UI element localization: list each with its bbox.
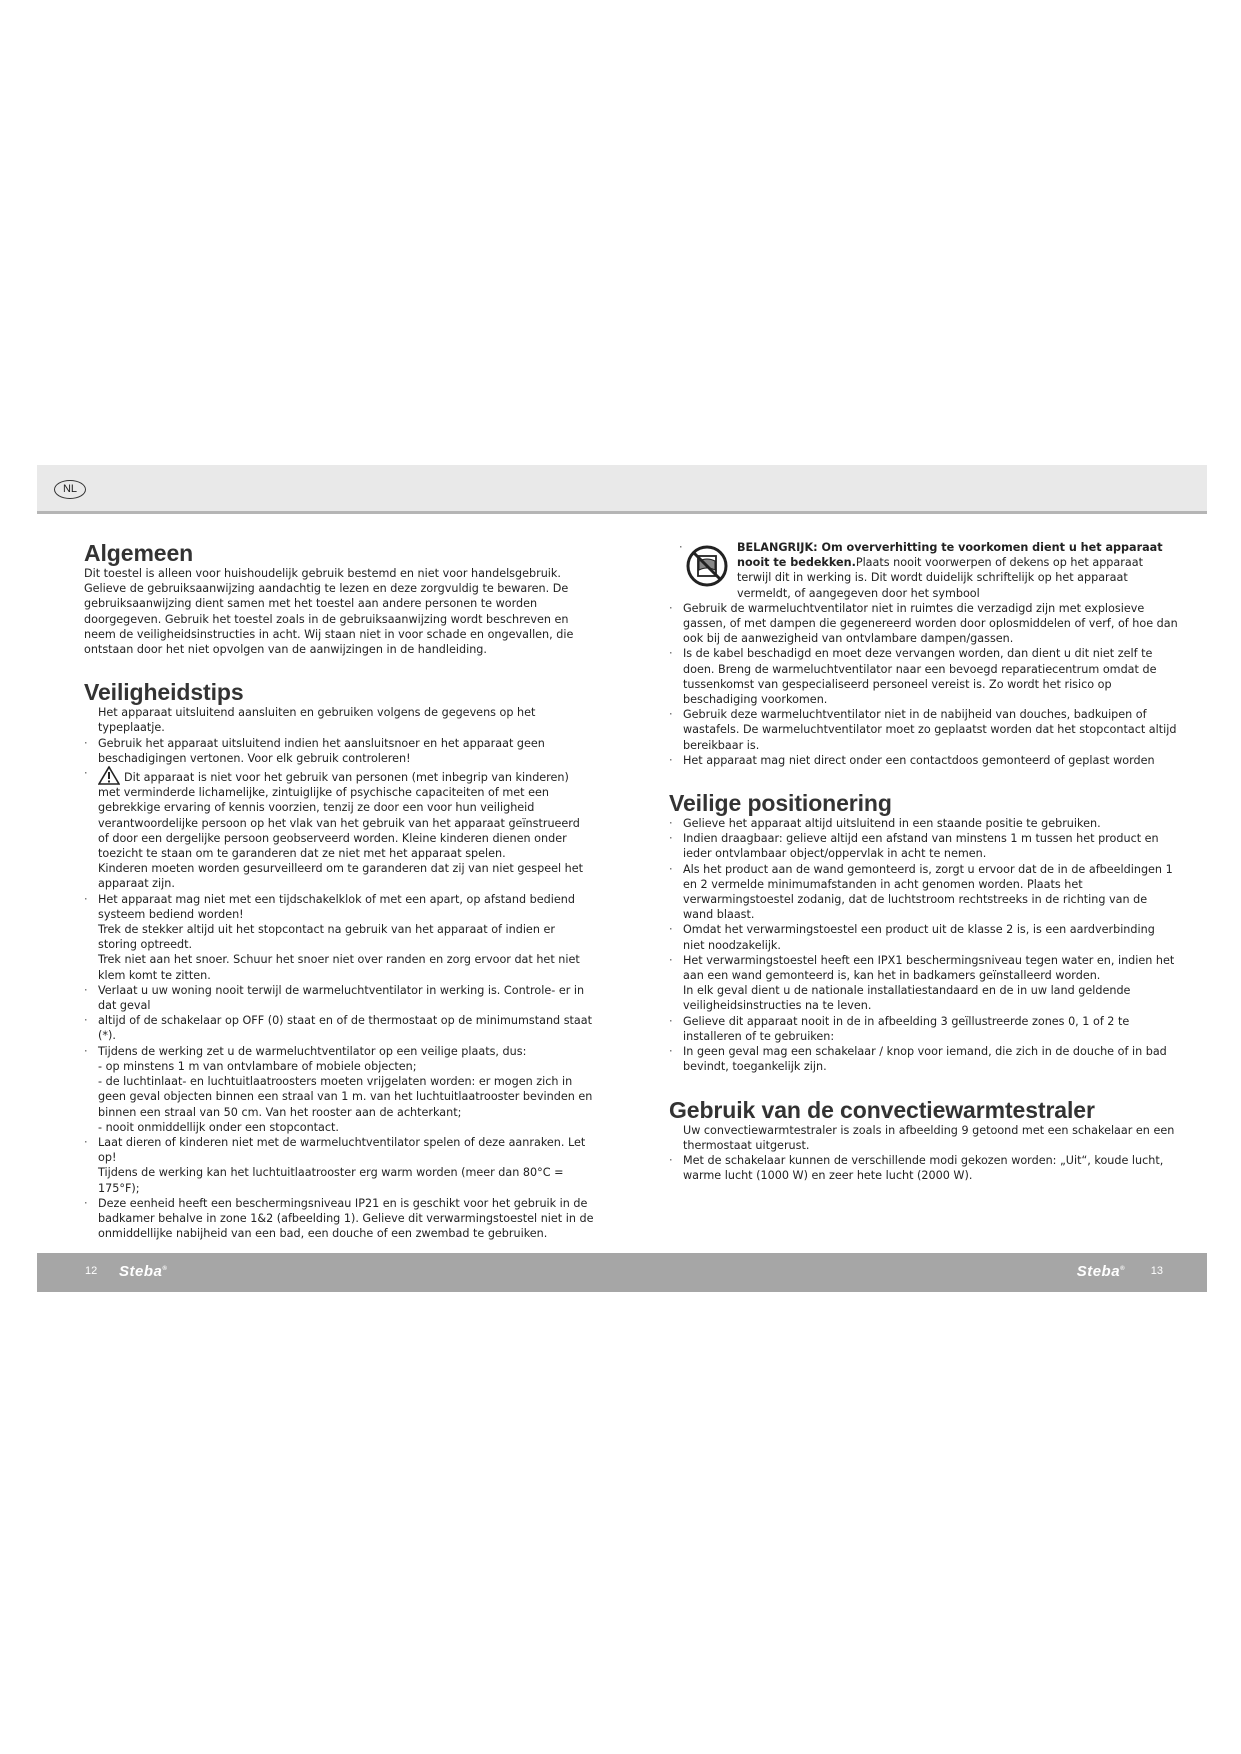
list-item: · Als het product aan de wand gemonteerd is, zorgt u ervoor dat de in de afbeeldingen 1 en 2 vermelde minimumafstanden in acht genomen worden. Plaats het verwarmingstoestel zodanig, dat de luchtstroom rechtstreeks in de richting van de wand blaast. — [669, 862, 1179, 923]
list-item: · In geen geval mag een schakelaar / knop voor iemand, die zich in de douche of in bad bevindt, toegankelijk zijn. — [669, 1044, 1179, 1074]
list-item: Tijdens de werking kan het luchtuitlaatrooster erg warm worden (meer dan 80°C = 175°F); — [98, 1166, 564, 1195]
important-notice — [669, 540, 1179, 601]
list-item: - op minstens 1 m van ontvlambare of mobiele objecten; — [98, 1059, 417, 1073]
list-item: · Met de schakelaar kunnen de verschillende modi gekozen worden: „Uit“, koude lucht, warme lucht (1000 W) en zeer hete lucht (2000 W). — [669, 1153, 1179, 1183]
important-label: BELANGRIJK — [737, 541, 814, 554]
list-item: - de luchtinlaat- en luchtuitlaatroosters moeten vrijgelaten worden: er mogen zich in geen geval objecten binnen een straal van 1 m. van het luchtuitlaatrooster bevinden en binnen een straal van 50 cm. Van het rooster aan de achterkant; — [98, 1075, 593, 1119]
section-title: Algemeen — [84, 540, 194, 566]
list-item: - nooit onmiddellijk onder een stopcontact. — [98, 1120, 339, 1134]
list-item: · Gebruik het apparaat uitsluitend indien het aansluitsnoer en het apparaat geen beschadigingen vertonen. Voor elk gebruik controleren! — [84, 736, 594, 766]
section-title: Gebruik van de convectiewarmtestraler — [669, 1096, 1095, 1123]
steba-logo-right — [1077, 1263, 1125, 1280]
footer-bar — [37, 1253, 1207, 1292]
logo-mark: ® — [1120, 1266, 1125, 1272]
left-column — [84, 540, 594, 1255]
list-item: · Laat dieren of kinderen niet met de warmeluchtventilator spelen of deze aanraken. Let op! — [84, 1135, 594, 1165]
list-item: · Is de kabel beschadigd en moet deze vervangen worden, dan dient u dit niet zelf te doen. Breng de warmeluchtventilator naar een bevoegd reparatiecentrum omdat de tussenkomst van gespecialiseerd personeel vereist is. Zo wordt het risico op beschadiging voorkomen. — [669, 646, 1179, 707]
list-item: · altijd of de schakelaar op OFF (0) staat en of de thermostaat op de minimumstand staat (*). — [84, 1013, 594, 1043]
list-item: Trek niet aan het snoer. Schuur het snoer niet over randen en zorg ervoor dat het niet klem komt te zitten. — [98, 953, 580, 982]
header-bar — [37, 465, 1207, 514]
list-item: · Deze eenheid heeft een beschermingsniveau IP21 en is geschikt voor het gebruik in de badkamer behalve in zone 1&2 (afbeelding 1). Gelieve dit verwarmingstoestel niet in de onmiddellijke nabijheid van een bad, een douche of een zwembad te gebruiken. — [84, 1196, 594, 1242]
list-item: · Gelieve het apparaat altijd uitsluitend in een staande positie te gebruiken. — [669, 816, 1179, 831]
list-item: · Verlaat u uw woning nooit terwijl de warmeluchtventilator in werking is. Controle- er in dat geval — [84, 983, 594, 1013]
list-item — [84, 766, 594, 861]
list-item: Het apparaat uitsluitend aansluiten en gebruiken volgens de gegevens op het typeplaatje. — [98, 706, 536, 735]
list-item: · Het apparaat mag niet met een tijdschakelklok of met een apart, op afstand bediend systeem bediend worden! — [84, 892, 594, 922]
list-item: · Omdat het verwarmingstoestel een product uit de klasse 2 is, is een aardverbinding niet noodzakelijk. — [669, 922, 1179, 952]
logo-mark: ® — [162, 1266, 168, 1272]
section-title: Veilige positionering — [669, 790, 892, 817]
steba-logo-left — [119, 1263, 167, 1280]
right-list — [669, 601, 1179, 768]
section-algemeen — [84, 540, 594, 657]
list-item: · Het verwarmingstoestel heeft een IPX1 beschermingsniveau tegen water en, indien het aan een wand gemonteerd is, kan het in badkamers geïnstalleerd worden. — [669, 953, 1179, 983]
important-text: Plaats nooit voorwerpen of dekens op het apparaat terwijl dit in werking is. Dit wordt duidelijk schriftelijk op het apparaat vermeldt, of aangegeven door het symbool — [737, 556, 1143, 600]
list-item: Kinderen moeten worden gesurveilleerd om te garanderen dat zij van niet gespeel het apparaat zijn. — [98, 862, 584, 891]
safety-list — [84, 705, 594, 1241]
page-number-left: 12 — [85, 1265, 98, 1277]
list-item: · Gebruik deze warmeluchtventilator niet in de nabijheid van douches, badkuipen of wastafels. De warmeluchtventilator moet zo geplaatst worden dat het stopcontact altijd bereikbaar is. — [669, 707, 1179, 753]
logo-text: Steba — [1076, 1263, 1121, 1280]
important-bold: : Om oververhitting te voorkomen dient u het apparaat nooit te bedekken. — [737, 541, 1163, 570]
logo-text: Steba — [119, 1263, 163, 1280]
bullet: · — [679, 541, 683, 554]
right-column — [669, 540, 1179, 1197]
language-badge: NL — [54, 480, 86, 499]
usage-list — [669, 1123, 1179, 1184]
list-item: Trek de stekker altijd uit het stopcontact na gebruik van het apparaat of indien er storing optreedt. — [98, 923, 555, 952]
do-not-cover-icon — [685, 544, 729, 588]
page-number-right: 13 — [1150, 1265, 1163, 1277]
section-veiligheidstips — [84, 679, 594, 1241]
list-item: · Tijdens de werking zet u de warmeluchtventilator op een veilige plaats, dus: — [84, 1044, 594, 1059]
list-item: Uw convectiewarmtestraler is zoals in afbeelding 9 getoond met een schakelaar en een thermostaat uitgerust. — [683, 1123, 1175, 1152]
section-gebruik — [669, 1097, 1179, 1184]
list-item: In elk geval dient u de nationale installatiestandaard en de in uw land geldende veiligheidsinstructies na te leven. — [683, 984, 1131, 1013]
list-item: · Het apparaat mag niet direct onder een contactdoos gemonteerd of geplast worden — [669, 753, 1179, 768]
section-text: Dit toestel is alleen voor huishoudelijk gebruik bestemd en niet voor handelsgebruik. Gelieve de gebruiksaanwijzing aandachtig te lezen en deze zorgvuldig te bewaren. De gebruiksaanwijzing dient samen met het toestel aan andere personen te worden doorgegeven. Gebruik het toestel zoals in de gebruiksaanwijzing wordt beschreven en neem de veiligheidsinstructies in acht. Wij staan niet in voor schade en ongevallen, die ontstaan door het niet opvolgen van de aanwijzingen in de handleiding. — [84, 567, 574, 657]
list-item: · Indien draagbaar: gelieve altijd een afstand van minstens 1 m tussen het product en ieder ontvlambaar object/oppervlak in acht te nemen. — [669, 831, 1179, 861]
list-item: · Gebruik de warmeluchtventilator niet in ruimtes die verzadigd zijn met explosieve gassen, of met dampen die gegenereerd worden door oplosmiddelen of verf, of hoe dan ook bij de aanwezigheid van ontvlambare dampen/gassen. — [669, 601, 1179, 647]
list-item: · Gelieve dit apparaat nooit in de in afbeelding 3 geïllustreerde zones 0, 1 of 2 te installeren of te gebruiken: — [669, 1014, 1179, 1044]
list-item-text: Dit apparaat is niet voor het gebruik van personen (met inbegrip van kinderen) met verminderde lichamelijke, zintuiglijke of psychische capaciteiten of met een gebrekkige ervaring of kennis voorzien, tenzij ze door een voor hun veiligheid verantwoordelijke persoon op het vlak van het gebruik van het apparaat geïnstrueerd of door een dergelijke persoon geobserveerd worden. Kleine kinderen dienen onder toezicht te staan om te garanderen dat ze niet met het apparaat spelen. — [98, 771, 580, 861]
warning-triangle-icon — [98, 766, 120, 785]
section-veilige-positionering — [669, 790, 1179, 1074]
section-title: Veiligheidstips — [84, 679, 244, 706]
positioning-list — [669, 816, 1179, 1074]
